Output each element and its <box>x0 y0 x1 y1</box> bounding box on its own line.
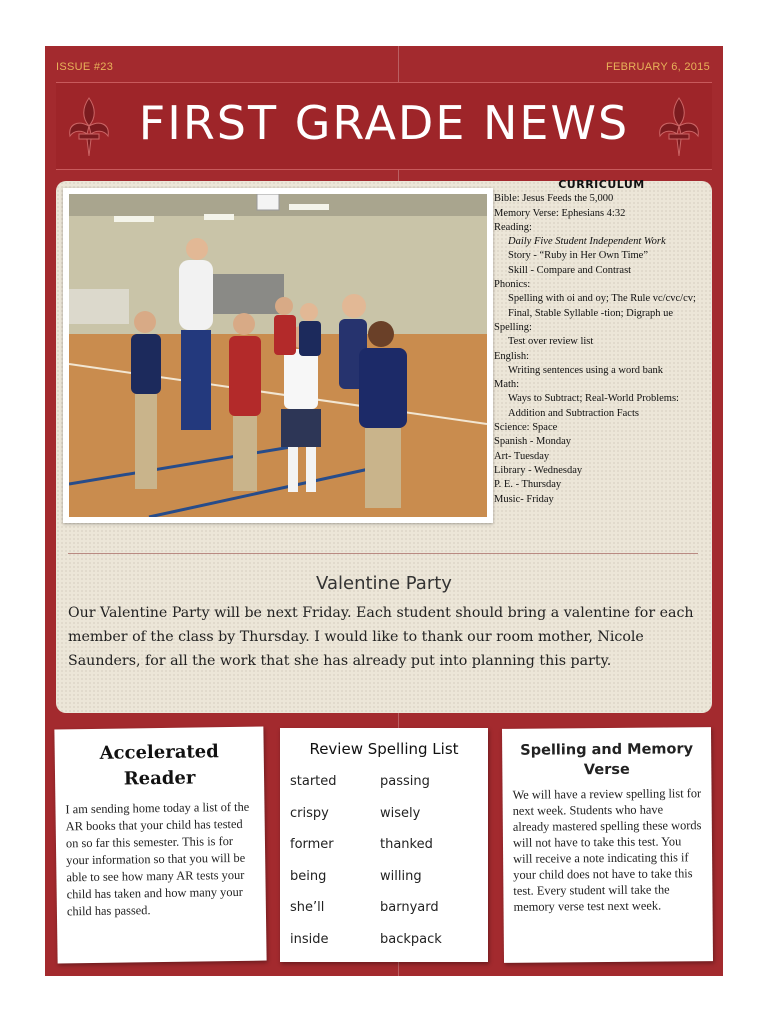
curriculum-line: Bible: Jesus Feeds the 5,000 <box>494 193 614 205</box>
spelling-word: she’ll <box>290 900 325 915</box>
curriculum-line: Spelling with oi and oy; The Rule vc/cvc/cv; Final, Stable Syllable -tion; Digraph ue <box>508 293 696 319</box>
curriculum-line: Spanish - Monday <box>494 436 571 448</box>
review-spelling-card <box>280 728 488 962</box>
curriculum-line: Daily Five Student Independent Work <box>508 236 666 248</box>
spelling-word-row <box>290 869 480 901</box>
curriculum-line: Math: <box>494 379 520 391</box>
curriculum-line: Memory Verse: Ephesians 4:32 <box>494 207 626 219</box>
newsletter-title: FIRST GRADE NEWS <box>138 96 630 150</box>
gym-photo-illustration <box>69 194 487 517</box>
issue-number: ISSUE #23 <box>56 61 114 73</box>
curriculum-heading: CURRICULUM <box>558 178 645 191</box>
spelling-memory-heading: Spelling and Memory Verse <box>520 741 694 779</box>
spelling-word: being <box>290 868 327 884</box>
accelerated-reader-heading-line1: Accelerated <box>99 741 219 764</box>
spelling-word: former <box>290 837 334 852</box>
spelling-word: wisely <box>380 805 421 821</box>
curriculum-line: Ways to Subtract; Real-World Problems: Addition and Subtraction Facts <box>508 393 679 419</box>
spelling-word: passing <box>380 774 430 789</box>
spelling-word: started <box>290 774 337 789</box>
curriculum-line: Phonics: <box>494 279 531 291</box>
spelling-word: crispy <box>290 805 329 821</box>
accelerated-reader-card <box>54 727 266 964</box>
spelling-word: thanked <box>380 837 433 852</box>
curriculum-line: Library - Wednesday <box>494 464 583 476</box>
curriculum-line: Writing sentences using a word bank <box>508 364 663 376</box>
curriculum-line: P. E. - Thursday <box>494 479 562 491</box>
spelling-word: willing <box>380 868 422 884</box>
curriculum-line: Music- Friday <box>494 493 554 505</box>
accelerated-reader-text: I am sending home today a list of the AR books that your child has tested on so far this semester. This is for your information so that you will be able to see how many AR tests your child has taken and how many your child has passed. <box>65 799 250 919</box>
valentine-party-heading: Valentine Party <box>316 573 452 594</box>
spelling-word: barnyard <box>380 900 439 915</box>
curriculum-line: Reading: <box>494 221 532 233</box>
curriculum-line: Art- Tuesday <box>494 450 550 462</box>
spelling-word-list <box>290 774 480 963</box>
curriculum-line: Skill - Compare and Contrast <box>508 264 632 276</box>
curriculum-column <box>494 178 709 507</box>
curriculum-line: Test over review list <box>508 336 594 348</box>
accelerated-reader-heading <box>55 739 265 794</box>
spelling-memory-text: We will have a review spelling list for next week. Students who have already mastered spelling these words will not have to take this test. You will receive a note indicating this if your child does not have to take this test. Every student will take the memory verse test next week. <box>512 786 702 914</box>
spelling-memory-card <box>502 727 713 963</box>
curriculum-list <box>494 192 709 507</box>
spelling-word: inside <box>290 931 329 947</box>
accelerated-reader-heading-line2: Reader <box>123 767 196 790</box>
curriculum-line: Story - “Ruby in Her Own Time” <box>508 250 648 262</box>
spelling-word-row <box>290 837 480 869</box>
issue-date: FEBRUARY 6, 2015 <box>605 61 710 73</box>
class-photo <box>63 188 493 523</box>
curriculum-line: English: <box>494 350 530 362</box>
spelling-word: backpack <box>380 931 442 947</box>
spelling-word-row <box>290 900 480 932</box>
review-spelling-heading: Review Spelling List <box>309 740 459 758</box>
section-divider <box>68 553 698 554</box>
spelling-word-row <box>290 774 480 806</box>
spelling-word-row <box>290 806 480 838</box>
curriculum-line: Spelling: <box>494 321 532 333</box>
valentine-party-text: Our Valentine Party will be next Friday. Each student should bring a valentine for each member of the class by Thursday. I would like to thank our room mother, Nicole Saunders, for all the work that she has already put into planning this party. <box>68 605 694 669</box>
curriculum-line: Science: Space <box>494 422 558 434</box>
spelling-word-row <box>290 932 480 964</box>
